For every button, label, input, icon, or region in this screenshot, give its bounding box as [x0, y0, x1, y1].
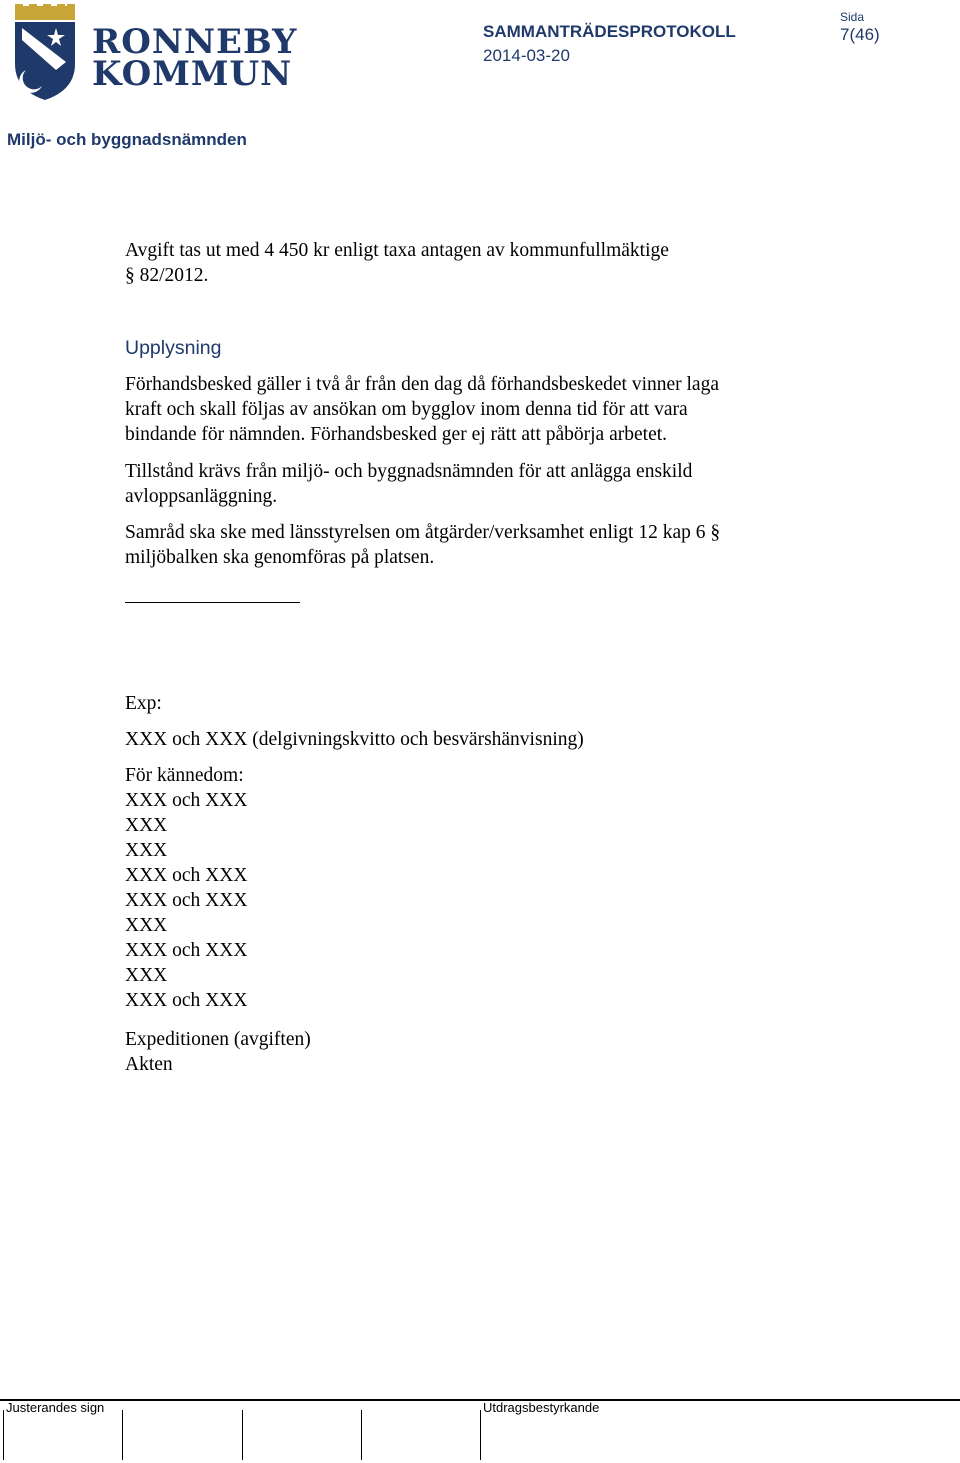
- final-line2: Akten: [125, 1054, 173, 1075]
- list-item: XXX och XXX: [125, 990, 248, 1011]
- signature-label: Justerandes sign: [6, 1400, 105, 1415]
- list-item: XXX: [125, 965, 168, 986]
- fee-line2: § 82/2012.: [125, 265, 209, 286]
- paragraph-2-line1: Tillstånd krävs från miljö- och byggnadsnämnden för att anlägga enskild: [125, 461, 693, 482]
- exp-line: XXX och XXX (delgivningskvitto och besvärshänvisning): [125, 729, 584, 750]
- signature-box-divider: [480, 1410, 481, 1460]
- distribution-list: [125, 763, 247, 1013]
- signature-box-divider: [122, 1410, 123, 1460]
- knowledge-label: För kännedom:: [125, 765, 244, 786]
- list-item: XXX och XXX: [125, 890, 248, 911]
- list-item: XXX och XXX: [125, 790, 248, 811]
- separator-line: [125, 602, 300, 603]
- logo-line1: RONNEBY: [92, 22, 298, 62]
- logo-wordmark: [92, 22, 298, 94]
- coat-of-arms-icon: [12, 4, 78, 102]
- paragraph-1: [125, 372, 719, 447]
- document-type: SAMMANTRÄDESPROTOKOLL: [483, 22, 736, 41]
- list-item: XXX och XXX: [125, 940, 248, 961]
- page-number: 7(46): [840, 25, 880, 44]
- page-label: Sida: [840, 10, 865, 24]
- final-line1: Expeditionen (avgiften): [125, 1029, 311, 1050]
- footer-rule: [0, 1399, 960, 1401]
- ronneby-logo: [12, 4, 298, 104]
- list-item: XXX: [125, 840, 168, 861]
- paragraph-3-line1: Samråd ska ske med länsstyrelsen om åtgärder/verksamhet enligt 12 kap 6 §: [125, 522, 721, 543]
- extract-label: Utdragsbestyrkande: [483, 1400, 600, 1415]
- list-item: XXX: [125, 815, 168, 836]
- paragraph-3-line2: miljöbalken ska genomföras på platsen.: [125, 547, 435, 568]
- signature-box-divider: [242, 1410, 243, 1460]
- info-heading: Upplysning: [125, 337, 222, 359]
- document-date: 2014-03-20: [483, 46, 570, 65]
- signature-box-divider: [361, 1410, 362, 1460]
- list-item: XXX och XXX: [125, 865, 248, 886]
- paragraph-1-line1: Förhandsbesked gäller i två år från den dag då förhandsbeskedet vinner laga: [125, 374, 719, 395]
- exp-label: Exp:: [125, 693, 162, 714]
- paragraph-2-line2: avloppsanläggning.: [125, 486, 278, 507]
- department-name: Miljö- och byggnadsnämnden: [7, 130, 247, 149]
- paragraph-2: [125, 459, 692, 509]
- paragraph-3: [125, 520, 720, 570]
- list-item: XXX: [125, 915, 168, 936]
- logo-line2: KOMMUN: [92, 54, 293, 94]
- final-recipients: [125, 1027, 311, 1077]
- fee-paragraph: [125, 238, 669, 288]
- signature-box-divider: [3, 1410, 4, 1460]
- paragraph-1-line2: kraft och skall följas av ansökan om bygglov inom denna tid för att vara: [125, 399, 688, 420]
- fee-line1: Avgift tas ut med 4 450 kr enligt taxa antagen av kommunfullmäktige: [125, 240, 669, 261]
- paragraph-1-line3: bindande för nämnden. Förhandsbesked ger ej rätt att påbörja arbetet.: [125, 424, 668, 445]
